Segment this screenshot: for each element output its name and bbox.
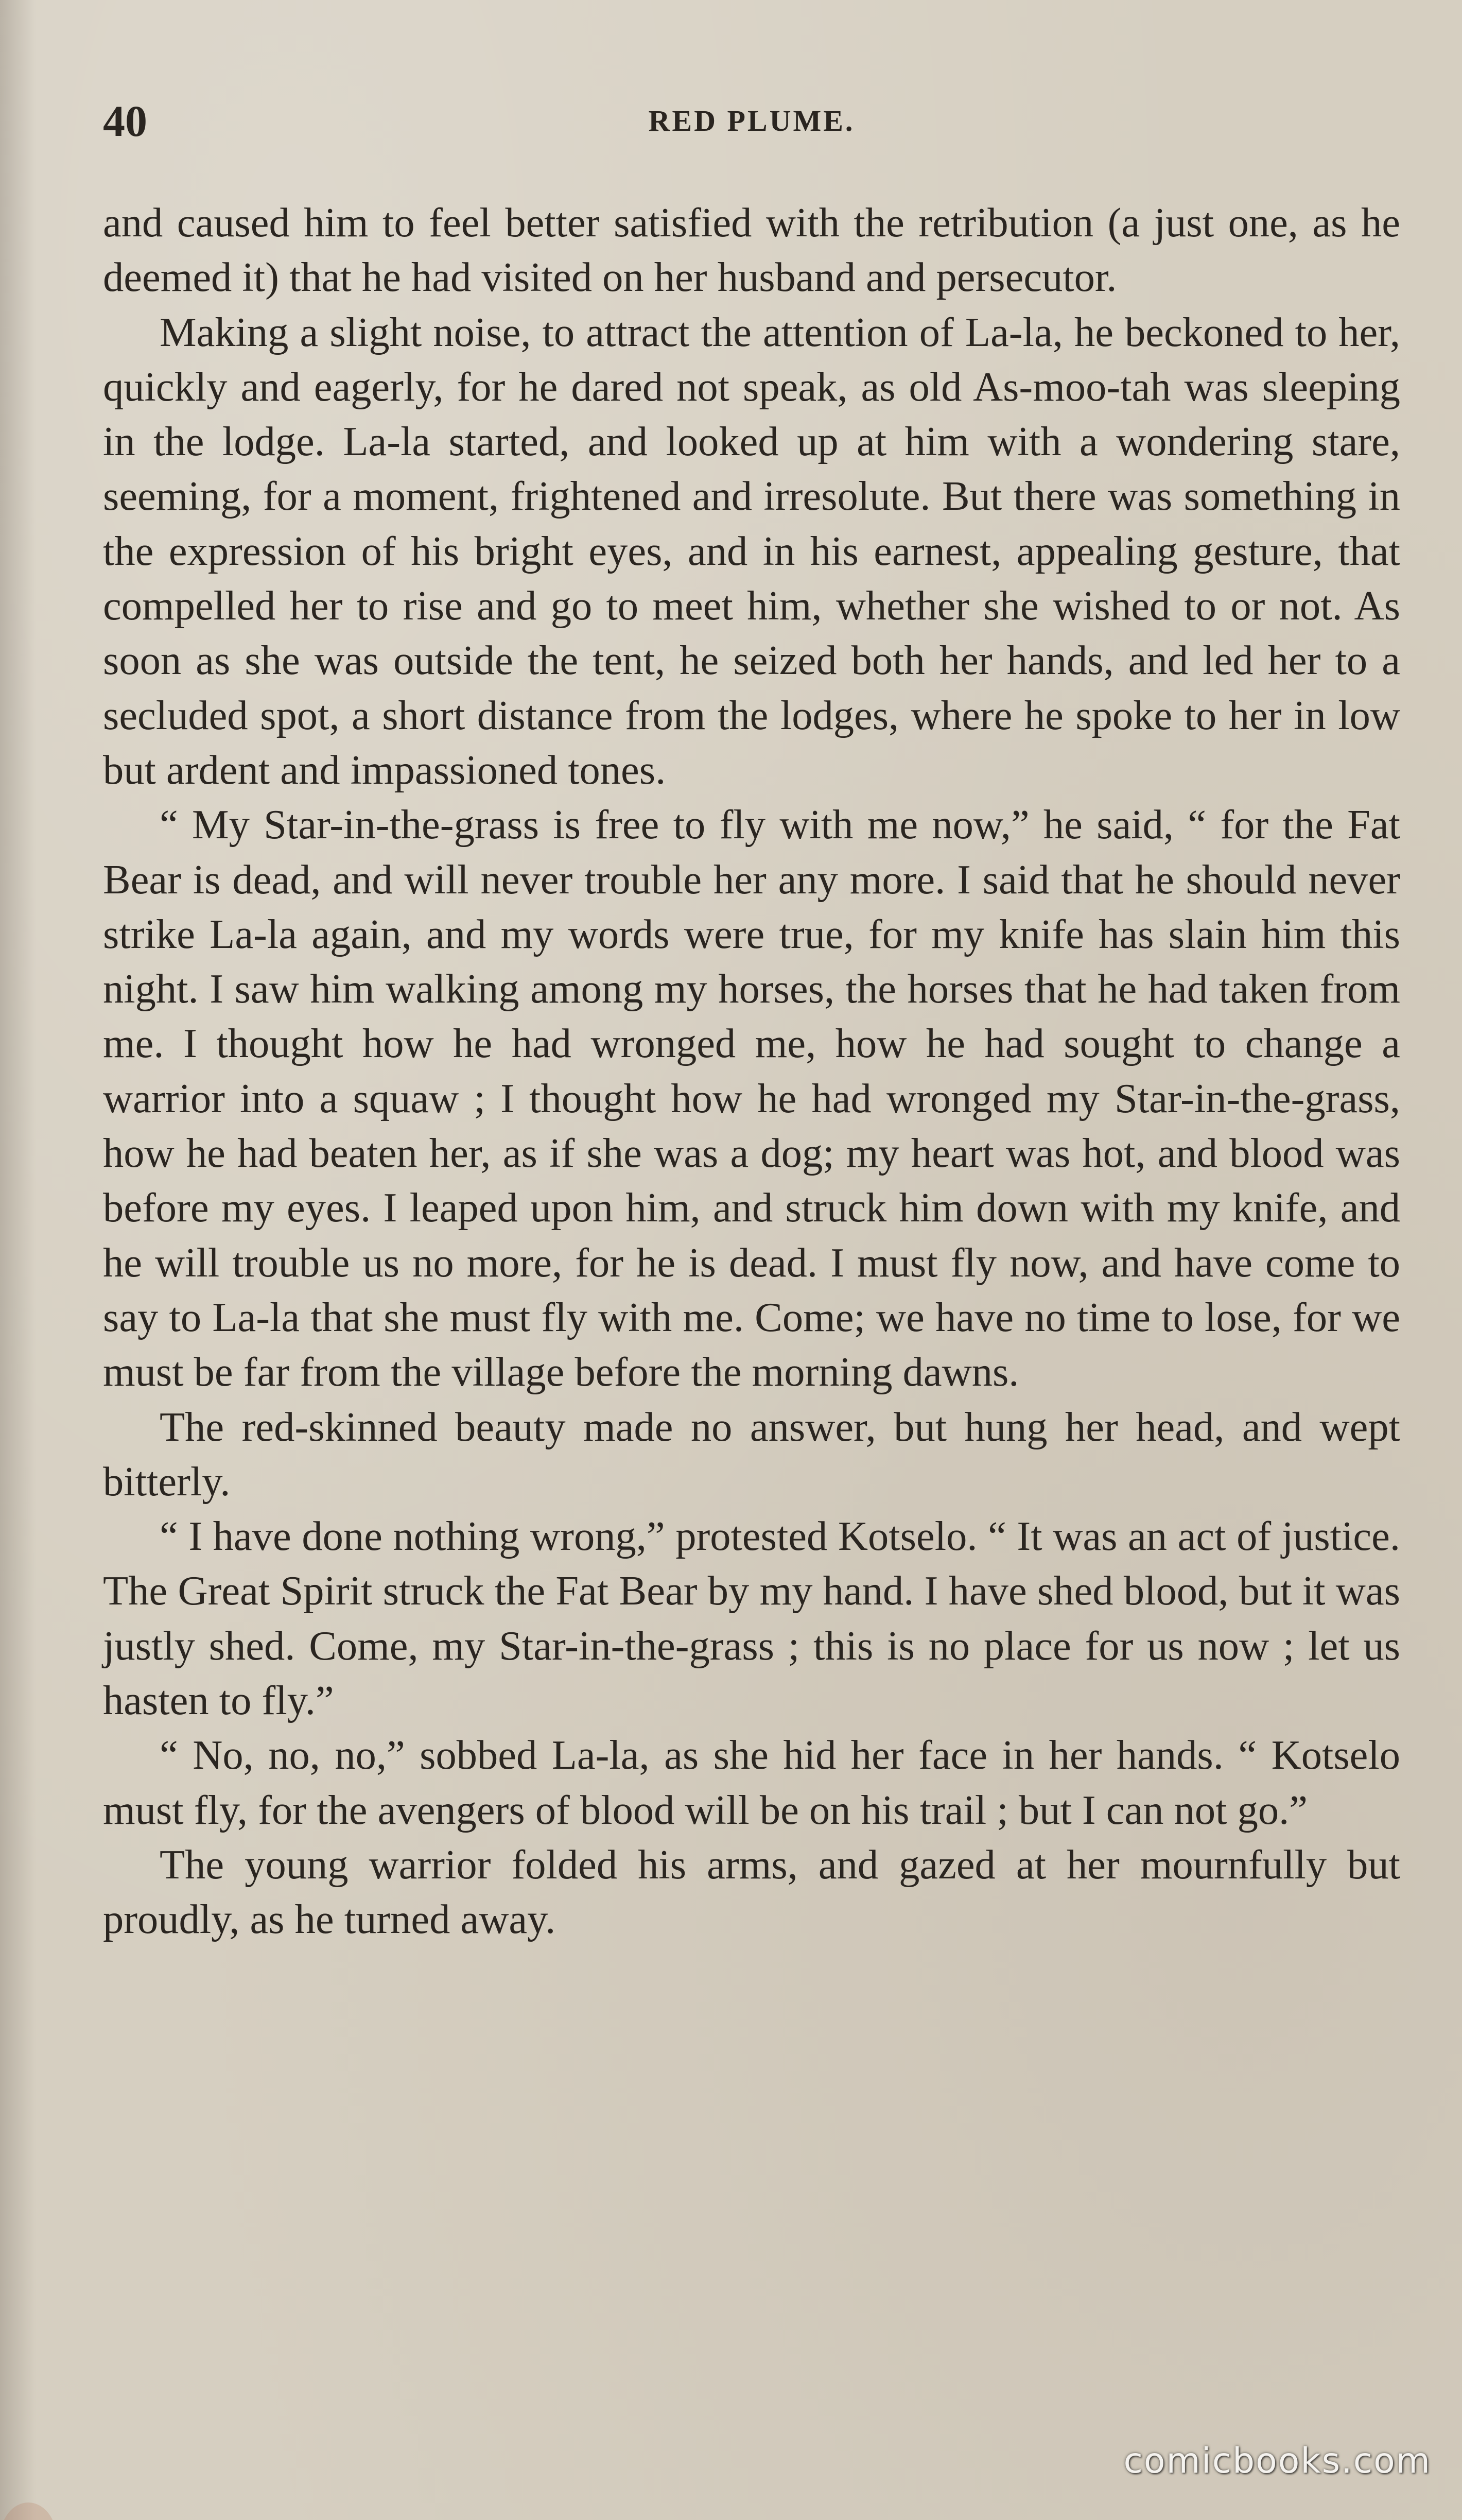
paragraph: “ No, no, no,” sobbed La-la, as she hid her face in her hands. “ Kotselo must fly, for the avengers of blood will be on his trail ; but I can not go.” <box>103 1732 1400 1833</box>
paragraph: and caused him to feel better satisfied with the retribution (a just one, as he deemed it) that he had visited on her husband and persecutor. <box>103 200 1400 301</box>
watermark: comicbooks.com <box>1123 2441 1431 2481</box>
paragraph: Making a slight noise, to attract the attention of La-la, he beckoned to her, quickly and eagerly, for he dared not speak, as old As-moo-tah was sleeping in the lodge. La-la started, and looked up at him with a wondering stare, seeming, for a moment, frightened and irresolute. But there was something in the expression of his bright eyes, and in his earnest, appealing gesture, that compelled her to rise and go to meet him, whether she wished to or not. As soon as she was outside the tent, he seized both her hands, and led her to a secluded spot, a short distance from the lodges, where he spoke to her in low but ardent and impassioned tones. <box>103 309 1400 793</box>
paragraph: The red-skinned beauty made no answer, but hung her head, and wept bitterly. <box>103 1404 1400 1505</box>
paragraph: “ I have done nothing wrong,” protested Kotselo. “ It was an act of justice. The Great Spirit struck the Fat Bear by my hand. I have shed blood, but it was justly shed. Come, my Star-in-the-grass ; this is no place for us now ; let us hasten to fly.” <box>103 1513 1400 1724</box>
page-number: 40 <box>103 96 147 146</box>
paragraph: “ My Star-in-the-grass is free to fly with me now,” he said, “ for the Fat Bear is dead, and will never trouble her any more. I said that he should never strike La-la again, and my words were true, for my knife has slain him this night. I saw him walking among my horses, the horses that he had taken from me. I thought how he had wronged me, how he had sought to change a warrior into a squaw ; I thought how he had wronged my Star-in-the-grass, how he had beaten her, as if she was a dog; my heart was hot, and blood was before my eyes. I leaped upon him, and struck him down with my knife, and he will trouble us no more, for he is dead. I must fly now, and have come to say to La-la that she must fly with me. Come; we have no time to lose, for we must be far from the village before the morning dawns. <box>103 802 1400 1395</box>
page-header <box>103 90 1400 152</box>
running-head: RED PLUME. <box>648 104 855 137</box>
page-edge-shadow <box>0 0 36 2520</box>
paragraph: The young warrior folded his arms, and gazed at her mournfully but proudly, as he turned away. <box>103 1841 1400 1943</box>
body-text <box>103 196 1400 1947</box>
